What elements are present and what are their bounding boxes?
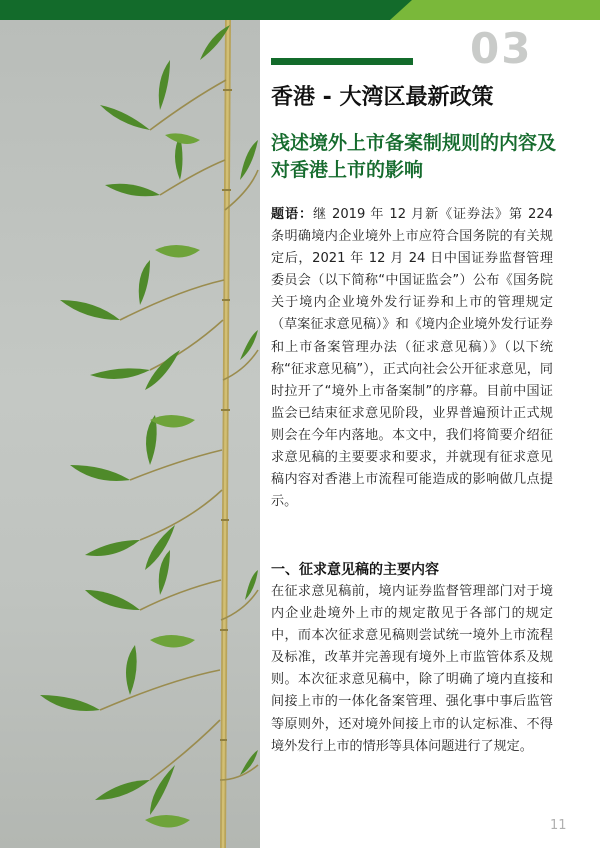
intro-label: 题语：: [271, 207, 313, 222]
sub-heading: 一、征求意见稿的主要内容: [271, 562, 439, 578]
intro-paragraph: [271, 204, 553, 513]
title-rule: [271, 58, 413, 65]
intro-text: 继 2019 年 12 月新《证券法》第 224 条明确境内企业境外上市应符合国务院的有关规定后，2021 年 12 月 24 日中国证券监督管理委员会（以下简称“中国证监会”）公布《国务院关于境内企业境外发行证券和上市的管理规定（草案征求意见稿）》和《境内企业境外发行证券和上市备案管理办法（征求意见稿）》（以下统称“征求意见稿”），正式向社会公开征求意见，同时拉开了“境外上市备案制”的序幕。目前中国证监会已结束征求意见阶段，业界普遍预计正式规则会在今年内落地。本文中，我们将简要介绍征求意见稿的主要要求和要求，并就现有征求意见稿内容对香港上市流程可能造成的影响做几点提示。: [271, 207, 553, 510]
section-title: 香港 - 大湾区最新政策: [271, 85, 494, 110]
header-accent-band: [390, 0, 600, 20]
page-number: 11: [550, 818, 567, 833]
bamboo-photo: [0, 20, 260, 848]
section-number: 03: [470, 24, 533, 73]
article-title: 浅述境外上市备案制规则的内容及对香港上市的影响: [271, 132, 557, 181]
body-paragraph: 在征求意见稿前，境内证券监督管理部门对于境内企业赴境外上市的规定散见于各部门的规定中，而本次征求意见稿则尝试统一境外上市流程及标准，改革并完善现有境外上市监管体系及规则。本次征求意见稿中，除了明确了境内直接和间接上市的一体化备案管理、强化事中事后监管等原则外，还对境外间接上市的认定标准、不得境外发行上市的情形等具体问题进行了规定。: [271, 584, 553, 754]
bamboo-illustration: [0, 20, 260, 848]
